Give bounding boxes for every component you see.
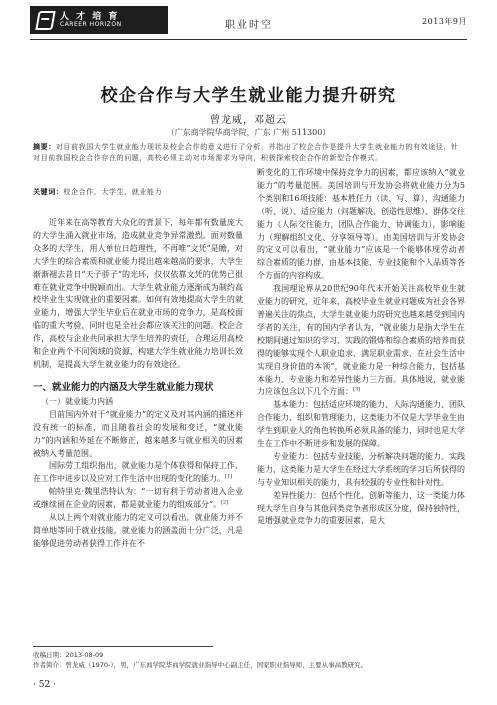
- paragraph-text: 帕特里克·魏里浩特认为：“一切有利于劳动者进入企业或继续留在企业的因素，都是就业能力的组成部分”。: [33, 487, 243, 510]
- section-heading: 一、就业能力的内涵及大学生就业能力现状: [33, 381, 214, 393]
- header-divider: [30, 39, 467, 40]
- body-paragraph: [33, 486, 243, 512]
- right-column: [257, 167, 465, 528]
- author-affiliation: （广东商学院华商学院，广东 广州 511300）: [166, 128, 331, 137]
- abstract-text: 对目前我国大学生就业能力现状及校企合作的意义进行了分析，并指出了校企合作是提升大学生就业能力的有效途径，针对目前我国校企合作存在的问题，高校必须主动对市场需求为导向，积极探索校企合作的新型合作模式。: [33, 143, 459, 162]
- paragraph-text: 我国理论界从20世纪90年代末开始关注高校毕业生就业能力的研究，近年来，高校毕业生就业问题成为社会各界普遍关注的焦点，大学生就业能力的研究也越来越受到国内学者的关注，有的国内学者认为，“就业能力是指大学生在校期间通过知识的学习、实践的锻炼和综合素质的培养而获得的能够实现个人职业追求、满足职业需求、在社会生活中实现自身价值的本领”，就业能力是一种综合能力，包括基本能力、专业能力和差异性能力三方面。具体地说，就业能力应该包含以下几个方面：: [257, 284, 465, 397]
- body-paragraph: 基本能力：包括适应环境的能力、人际沟通能力、团队合作能力、组织和管理能力，这类能力不仅是大学毕业生由学生到职业人的角色转换所必须具备的能力，同时也是大学生在工作中不断进步和发展的保障。: [257, 400, 465, 449]
- citation-marker: [2]: [221, 499, 229, 506]
- citation-marker: [3]: [353, 386, 361, 393]
- logo-emblem-icon: [35, 11, 55, 30]
- received-date: 收稿日期：2013-08-09: [33, 651, 104, 659]
- issue-date: 2013年9月: [422, 17, 467, 26]
- left-column: [33, 217, 243, 551]
- author-info: 作者简介：曾龙威（1970-），男，广东商学院华商学院就业指导中心副主任，国家职业指导师，主要从事高教研究。: [33, 661, 368, 669]
- logo-chinese-text: 人 才 培 育: [60, 12, 120, 22]
- body-paragraph: 专业能力：包括专业技能、分析解决问题的能力、实践能力，这类能力是大学生在经过大学系统的学习后所获得的与专业知识相关的能力，具有较强的专业性和针对性。: [257, 451, 465, 487]
- citation-marker: [1]: [225, 473, 233, 480]
- body-paragraph: 近年来在高等教育大众化的背景下，每年都有数量庞大的大学生涌入就业市场，造成就业竞争异常激烈。面对数量众多的大学生，用人单位日趋理性，不再唯“文凭”是瞻，对大学生的综合素质和就业能力提出越来越高的要求，大学生渐渐褪去昔日“天子骄子”的光环，仅仅依靠文凭的优势已很难在就业竞争中脱颖而出。大学生就业能力逐渐成为制约高校毕业生实现就业的重要因素。如何有效地提高大学生的就业能力，增强大学生毕业后在就业市场的竞争力，是高校面临的重大考验，同时也是全社会都应该关注的问题。校企合作，高校与企业共同承担大学生培养的责任，合理运用高校和企业两个不同领域的资源，构建大学生就业能力培训长效机制，是提高大学生就业能力的有效途径。: [33, 218, 243, 369]
- abstract: [33, 142, 466, 164]
- body-paragraph: 断变化的工作环境中保持竞争力的因素，都应该纳入“就业能力”的考量范围。美国培训与开发协会将就业能力分为5个类别和16项技能：基本胜任力（读、写、算）、沟通能力（听、说）、适应能力（问题解决、创造性思维）、群体交往能力（人际交往能力，团队合作能力、协调能力），影响能力（理解组织文化、分享领导等）。由美国培训与开发协会的定义可以看出，“就业能力”应该是一个能够体现劳动者综合素质的能力群，由基本技能、专业技能和个人品质等各个方面的内容构成。: [257, 168, 465, 281]
- journal-logo: [30, 6, 168, 34]
- body-paragraph: [33, 409, 243, 461]
- footnote: [33, 650, 367, 670]
- keywords-text: 校企合作，大学生，就业能力: [63, 188, 163, 196]
- footnote-divider: [33, 646, 213, 647]
- article-authors: 曾龙威，邓超云: [210, 115, 287, 126]
- section-name: 职业时空: [225, 20, 273, 31]
- page-number: · 52 ·: [33, 680, 56, 690]
- body-paragraph: 从以上两个对就业能力的定义可以看出，就业能力并不简单地等同于就业技能，就业能力的涵盖面十分广泛，凡是能够促进劳动者获得工作并在不: [33, 513, 243, 548]
- body-paragraph: [33, 460, 243, 486]
- body-paragraph: 差异性能力：包括个性化、创新等能力，这一类能力体现大学生自身与其他同类竞争者形成区分度，保持独特性，是增强就业竞争力的重要因素，是大: [257, 490, 465, 526]
- article-title: 校企合作与大学生就业能力提升研究: [100, 86, 397, 106]
- paragraph-text: 国际劳工组织指出，就业能力是个体获得和保持工作、在工作中进步以及应对工作生活中出现的变化的能力。: [33, 461, 243, 484]
- logo-english-text: CAREER HORIZON: [60, 21, 122, 28]
- page-header: [0, 0, 497, 54]
- paragraph-text: 目前国内外对于“就业能力”的定义及对其内涵的描述并没有统一的标准，而且随着社会的发展和变迁，“就业能力”的内涵和外延在不断修正，越来越多与就业相关的因素被纳入考量范围。: [33, 409, 243, 458]
- keywords: [33, 187, 162, 197]
- subsection-heading: （一）就业能力内涵: [41, 396, 113, 406]
- keywords-label: 关键词：: [33, 188, 64, 196]
- body-paragraph: [257, 283, 465, 399]
- abstract-label: 摘要：: [33, 143, 56, 151]
